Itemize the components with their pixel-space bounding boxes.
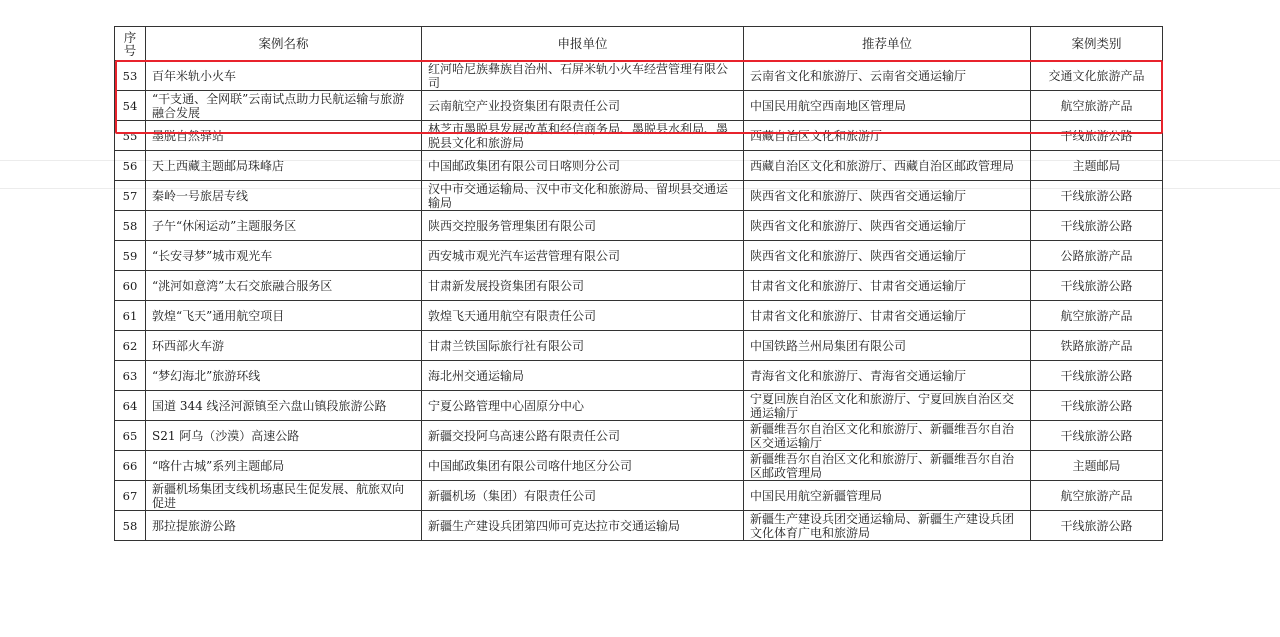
row-applicant-unit: 新疆机场（集团）有限责任公司: [422, 481, 744, 511]
row-case-category: 干线旅游公路: [1031, 211, 1163, 241]
row-applicant-unit: 西安城市观光汽车运营管理有限公司: [422, 241, 744, 271]
table-row: [115, 91, 1163, 121]
table-row: [115, 151, 1163, 181]
table-row: [115, 391, 1163, 421]
row-recommending-unit: 陕西省文化和旅游厅、陕西省交通运输厅: [744, 241, 1031, 271]
table-row: [115, 211, 1163, 241]
row-index: 54: [115, 91, 146, 121]
row-case-name: 墨脱自然驿站: [146, 121, 422, 151]
row-case-name: “洮河如意湾”太石交旅融合服务区: [146, 271, 422, 301]
row-case-name: 敦煌“飞天”通用航空项目: [146, 301, 422, 331]
header-index: [115, 27, 146, 61]
row-applicant-unit: 中国邮政集团有限公司日喀则分公司: [422, 151, 744, 181]
row-index: 55: [115, 121, 146, 151]
row-case-name: “梦幻海北”旅游环线: [146, 361, 422, 391]
row-case-name: 国道 344 线泾河源镇至六盘山镇段旅游公路: [146, 391, 422, 421]
row-recommending-unit: 新疆维吾尔自治区文化和旅游厅、新疆维吾尔自治区邮政管理局: [744, 451, 1031, 481]
header-index-line2: 号: [123, 42, 137, 58]
header-applicant-unit: 申报单位: [422, 27, 744, 61]
row-case-category: 干线旅游公路: [1031, 391, 1163, 421]
row-case-name: 秦岭一号旅居专线: [146, 181, 422, 211]
row-recommending-unit: 宁夏回族自治区文化和旅游厅、宁夏回族自治区交通运输厅: [744, 391, 1031, 421]
row-recommending-unit: 甘肃省文化和旅游厅、甘肃省交通运输厅: [744, 271, 1031, 301]
row-case-category: 航空旅游产品: [1031, 91, 1163, 121]
row-case-name: 环西部火车游: [146, 331, 422, 361]
row-index: 61: [115, 301, 146, 331]
row-case-category: 干线旅游公路: [1031, 271, 1163, 301]
row-case-category: 航空旅游产品: [1031, 301, 1163, 331]
header-case-category: 案例类别: [1031, 27, 1163, 61]
row-recommending-unit: 中国民用航空新疆管理局: [744, 481, 1031, 511]
row-applicant-unit: 汉中市交通运输局、汉中市文化和旅游局、留坝县交通运输局: [422, 181, 744, 211]
row-recommending-unit: 中国民用航空西南地区管理局: [744, 91, 1031, 121]
row-applicant-unit: 新疆交投阿乌高速公路有限责任公司: [422, 421, 744, 451]
row-applicant-unit: 甘肃新发展投资集团有限公司: [422, 271, 744, 301]
table-row: [115, 121, 1163, 151]
table-row: [115, 181, 1163, 211]
row-recommending-unit: 甘肃省文化和旅游厅、甘肃省交通运输厅: [744, 301, 1031, 331]
row-case-category: 主题邮局: [1031, 451, 1163, 481]
row-recommending-unit: 西藏自治区文化和旅游厅: [744, 121, 1031, 151]
row-index: 65: [115, 421, 146, 451]
row-index: 57: [115, 181, 146, 211]
row-case-category: 干线旅游公路: [1031, 361, 1163, 391]
table-row: [115, 61, 1163, 91]
row-recommending-unit: 青海省文化和旅游厅、青海省交通运输厅: [744, 361, 1031, 391]
row-case-category: 主题邮局: [1031, 151, 1163, 181]
row-case-name: “长安寻梦”城市观光车: [146, 241, 422, 271]
row-case-name: S21 阿乌（沙漠）高速公路: [146, 421, 422, 451]
row-recommending-unit: 新疆维吾尔自治区文化和旅游厅、新疆维吾尔自治区交通运输厅: [744, 421, 1031, 451]
table-row: [115, 451, 1163, 481]
row-applicant-unit: 新疆生产建设兵团第四师可克达拉市交通运输局: [422, 511, 744, 541]
row-index: 53: [115, 61, 146, 91]
row-case-category: 铁路旅游产品: [1031, 331, 1163, 361]
row-index: 67: [115, 481, 146, 511]
row-index: 58: [115, 211, 146, 241]
row-applicant-unit: 中国邮政集团有限公司喀什地区分公司: [422, 451, 744, 481]
header-case-name: 案例名称: [146, 27, 422, 61]
table-row: [115, 421, 1163, 451]
row-applicant-unit: 甘肃兰铁国际旅行社有限公司: [422, 331, 744, 361]
row-applicant-unit: 敦煌飞天通用航空有限责任公司: [422, 301, 744, 331]
row-case-category: 干线旅游公路: [1031, 511, 1163, 541]
row-index: 64: [115, 391, 146, 421]
row-case-name: 百年米轨小火车: [146, 61, 422, 91]
row-index: 63: [115, 361, 146, 391]
header-index-line1: 序: [123, 29, 137, 45]
row-index: 66: [115, 451, 146, 481]
case-table: [114, 26, 1163, 541]
row-applicant-unit: 红河哈尼族彝族自治州、石屏米轨小火车经营管理有限公司: [422, 61, 744, 91]
row-case-category: 干线旅游公路: [1031, 181, 1163, 211]
table-row: [115, 331, 1163, 361]
table-header-row: [115, 27, 1163, 61]
row-index: 59: [115, 241, 146, 271]
row-recommending-unit: 云南省文化和旅游厅、云南省交通运输厅: [744, 61, 1031, 91]
row-recommending-unit: 陕西省文化和旅游厅、陕西省交通运输厅: [744, 211, 1031, 241]
table-row: [115, 241, 1163, 271]
row-case-name: “干支通、全网联”云南试点助力民航运输与旅游融合发展: [146, 91, 422, 121]
row-applicant-unit: 林芝市墨脱县发展改革和经信商务局、墨脱县水利局、墨脱县文化和旅游局: [422, 121, 744, 151]
row-recommending-unit: 陕西省文化和旅游厅、陕西省交通运输厅: [744, 181, 1031, 211]
row-applicant-unit: 陕西交控服务管理集团有限公司: [422, 211, 744, 241]
row-case-category: 公路旅游产品: [1031, 241, 1163, 271]
row-index: 56: [115, 151, 146, 181]
row-recommending-unit: 新疆生产建设兵团交通运输局、新疆生产建设兵团文化体育广电和旅游局: [744, 511, 1031, 541]
table-row: [115, 361, 1163, 391]
table-row: [115, 511, 1163, 541]
row-case-name: “喀什古城”系列主题邮局: [146, 451, 422, 481]
row-index: 60: [115, 271, 146, 301]
row-recommending-unit: 西藏自治区文化和旅游厅、西藏自治区邮政管理局: [744, 151, 1031, 181]
row-case-name: 天上西藏主题邮局珠峰店: [146, 151, 422, 181]
table-row: [115, 301, 1163, 331]
row-case-category: 干线旅游公路: [1031, 421, 1163, 451]
row-case-name: 新疆机场集团支线机场惠民生促发展、航旅双向促进: [146, 481, 422, 511]
row-case-name: 子午“休闲运动”主题服务区: [146, 211, 422, 241]
row-index: 58: [115, 511, 146, 541]
case-table-container: [114, 26, 1162, 541]
row-case-category: 航空旅游产品: [1031, 481, 1163, 511]
row-applicant-unit: 宁夏公路管理中心固原分中心: [422, 391, 744, 421]
table-row: [115, 271, 1163, 301]
table-row: [115, 481, 1163, 511]
row-index: 62: [115, 331, 146, 361]
row-case-name: 那拉提旅游公路: [146, 511, 422, 541]
row-case-category: 干线旅游公路: [1031, 121, 1163, 151]
row-recommending-unit: 中国铁路兰州局集团有限公司: [744, 331, 1031, 361]
header-recommending-unit: 推荐单位: [744, 27, 1031, 61]
row-case-category: 交通文化旅游产品: [1031, 61, 1163, 91]
row-applicant-unit: 海北州交通运输局: [422, 361, 744, 391]
row-applicant-unit: 云南航空产业投资集团有限责任公司: [422, 91, 744, 121]
